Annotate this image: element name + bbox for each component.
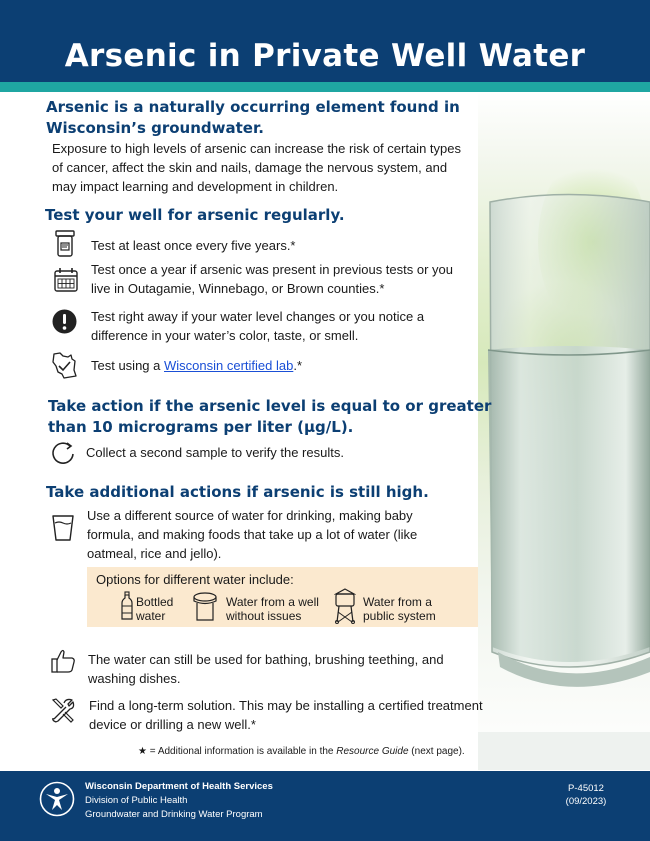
- option-bottled-water: Bottled water: [136, 595, 174, 623]
- star-icon: ★: [138, 746, 147, 757]
- test-heading: Test your well for arsenic regularly.: [45, 206, 345, 224]
- bathing-text: The water can still be used for bathing, brushing teething, and washing dishes.: [88, 652, 444, 686]
- wisconsin-check-icon: [50, 350, 78, 380]
- intro-heading: Arsenic is a naturally occurring element found in Wisconsin’s groundwater.: [46, 98, 460, 137]
- water-tower-icon: [334, 588, 356, 624]
- footnote: ★ = Additional information is available in the Resource Guide (next page).: [138, 746, 465, 757]
- alert-icon: [52, 309, 77, 334]
- dhs-logo-icon: [39, 781, 75, 817]
- water-glass-icon: [51, 514, 75, 542]
- footer-program: Groundwater and Drinking Water Program: [85, 809, 263, 820]
- test-item-yearly: Test once a year if arsenic was present in previous tests or you live in Outagamie, Winnebago, or Brown counties.*: [91, 262, 454, 296]
- accent-stripe: [0, 82, 650, 92]
- sample-bottle-icon: [53, 230, 77, 258]
- calendar-icon: [53, 267, 79, 293]
- well-icon: [192, 592, 218, 622]
- refresh-icon: [50, 440, 76, 466]
- option-public-system: Water from a public system: [363, 595, 436, 623]
- additional-heading: Take additional actions if arsenic is still high.: [46, 483, 429, 501]
- bottle-icon: [120, 591, 134, 621]
- water-glass-photo: [478, 92, 650, 770]
- publication-date: (09/2023): [565, 796, 607, 807]
- options-title: Options for different water include:: [96, 572, 294, 587]
- action-item-second-sample: Collect a second sample to verify the results.: [86, 445, 344, 460]
- tools-icon: [50, 697, 76, 723]
- test-item-five-years: Test at least once every five years.*: [91, 238, 296, 253]
- page-title: Arsenic in Private Well Water: [64, 38, 586, 74]
- footer-division: Division of Public Health: [85, 795, 188, 806]
- resource-guide-title: Resource Guide: [336, 746, 409, 757]
- footer-bar: [0, 771, 650, 841]
- header-bar: [0, 0, 650, 82]
- option-well-water: Water from a well without issues: [226, 595, 319, 623]
- thumbs-up-icon: [50, 648, 76, 674]
- long-term-solution-text: Find a long-term solution. This may be installing a certified treatment device or drilling a new well.*: [89, 698, 483, 732]
- certified-lab-link[interactable]: Wisconsin certified lab: [164, 358, 294, 373]
- test-item-certified-lab: Test using a Wisconsin certified lab.*: [91, 358, 302, 373]
- test-item-right-away: Test right away if your water level changes or you notice a difference in your water’s color, taste, or smell.: [91, 309, 425, 343]
- footer-org: Wisconsin Department of Health Services: [85, 781, 273, 792]
- action-heading: Take action if the arsenic level is equal to or greater than 10 micrograms per liter (µg/L).: [48, 397, 492, 436]
- intro-paragraph: Exposure to high levels of arsenic can increase the risk of certain types of cancer, affect the skin and nails, damage the nervous system, and may impact learning and development in children.: [52, 141, 461, 194]
- water-options-box: [87, 567, 478, 627]
- alt-water-source-text: Use a different source of water for drinking, making baby formula, and making foods that take up a lot of water (like oatmeal, rice and jello).: [87, 508, 418, 561]
- publication-number: P-45012: [568, 783, 604, 794]
